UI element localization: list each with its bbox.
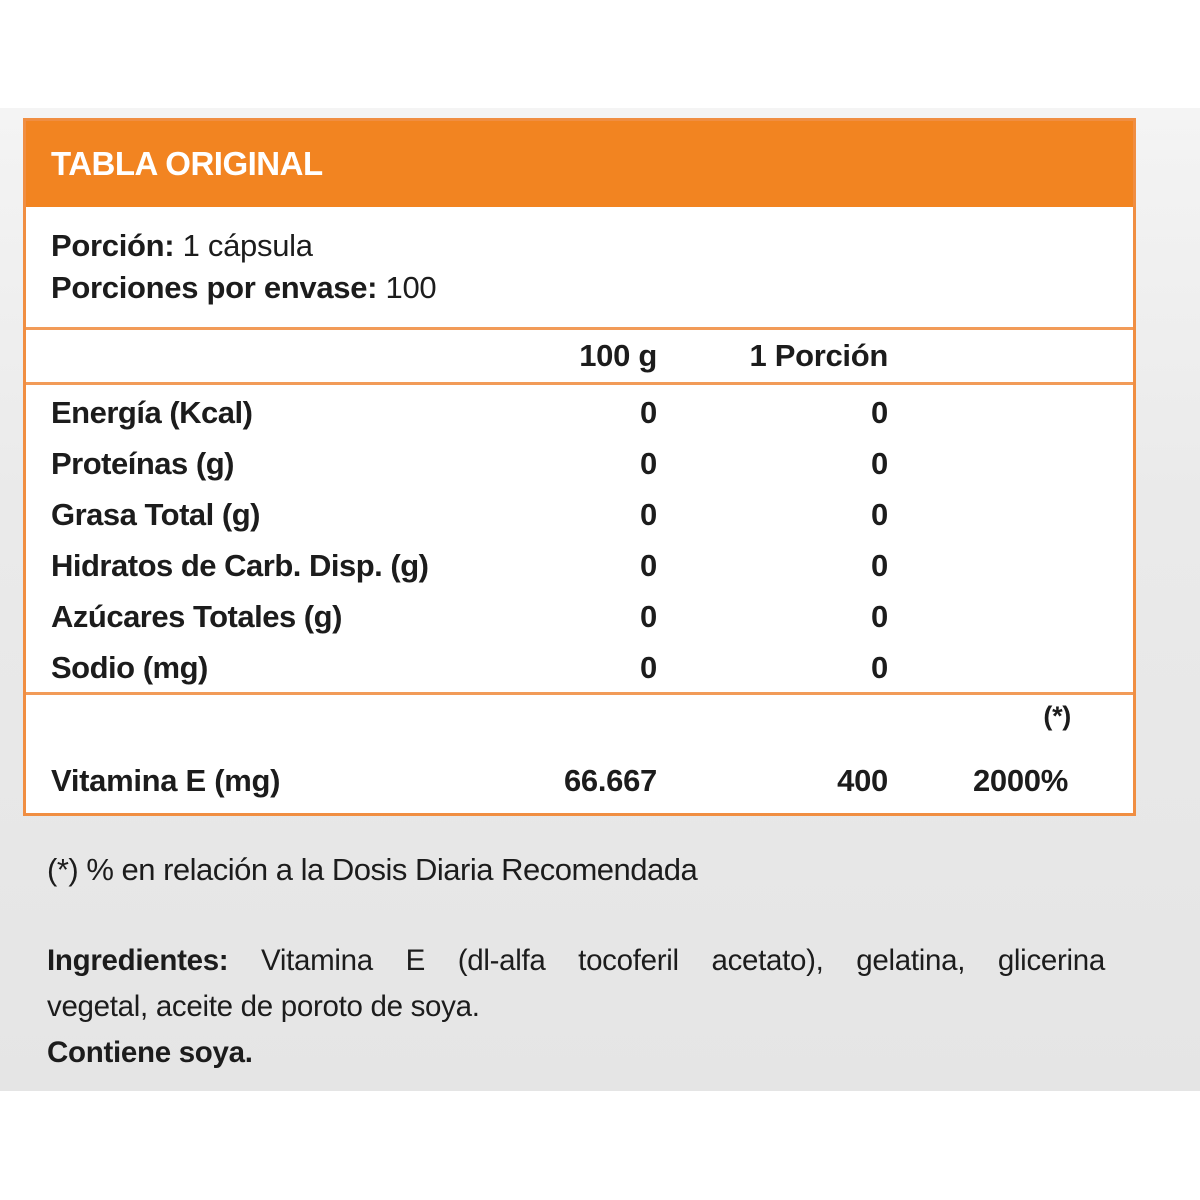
vitamin-section xyxy=(26,692,1133,813)
table-title-bar xyxy=(26,121,1133,207)
value-per-100g: 0 xyxy=(640,598,657,634)
portion-value: 1 cápsula xyxy=(182,228,313,263)
table-row xyxy=(26,387,1133,438)
nutrient-label: Azúcares Totales (g) xyxy=(51,598,342,634)
allergen-statement: Contiene soya. xyxy=(47,1036,253,1069)
value-per-serving: 0 xyxy=(871,496,888,532)
value-per-100g: 0 xyxy=(640,445,657,481)
ingredients-paragraph xyxy=(47,938,1105,1076)
column-header-per-100g: 100 g xyxy=(579,338,657,373)
servings-label: Porciones por envase: xyxy=(51,270,378,305)
nutrient-label: Sodio (mg) xyxy=(51,649,208,685)
value-per-serving: 0 xyxy=(871,598,888,634)
column-header-row xyxy=(26,327,1133,382)
vitamin-row xyxy=(26,763,1133,813)
ddr-asterisk: (*) xyxy=(1043,701,1071,731)
vitamin-ddr-percent: 2000% xyxy=(972,763,1068,798)
ingredients-line2: vegetal, aceite de poroto de soya. xyxy=(47,990,480,1023)
value-per-serving: 0 xyxy=(871,394,888,430)
vitamin-label: Vitamina E (mg) xyxy=(51,763,281,798)
table-row xyxy=(26,489,1133,540)
value-per-100g: 0 xyxy=(640,394,657,430)
nutrient-rows xyxy=(26,382,1133,692)
footnote-text: (*) % en relación a la Dosis Diaria Recomendada xyxy=(47,852,698,887)
value-per-100g: 0 xyxy=(640,496,657,532)
portion-label: Porción: xyxy=(51,228,175,263)
column-header-per-serving: 1 Porción xyxy=(749,338,888,373)
value-per-100g: 0 xyxy=(640,547,657,583)
servings-line xyxy=(51,267,1133,309)
value-per-serving: 0 xyxy=(871,445,888,481)
value-per-serving: 0 xyxy=(871,649,888,685)
table-title: TABLA ORIGINAL xyxy=(51,145,323,182)
table-row xyxy=(26,642,1133,693)
value-per-serving: 0 xyxy=(871,547,888,583)
nutrition-table xyxy=(23,118,1136,816)
ingredients-label: Ingredientes: xyxy=(47,944,229,977)
serving-info-section xyxy=(26,207,1133,327)
portion-line xyxy=(51,225,1133,267)
table-row xyxy=(26,540,1133,591)
ingredients-line1 xyxy=(47,938,1105,984)
ingredients-line1-text: Vitamina E (dl-alfa tocoferil acetato), gelatina, glicerina xyxy=(261,944,1105,977)
value-per-100g: 0 xyxy=(640,649,657,685)
table-row xyxy=(26,591,1133,642)
nutrient-label: Hidratos de Carb. Disp. (g) xyxy=(51,547,429,583)
nutrient-label: Energía (Kcal) xyxy=(51,394,253,430)
nutrient-label: Proteínas (g) xyxy=(51,445,234,481)
nutrient-label: Grasa Total (g) xyxy=(51,496,260,532)
table-row xyxy=(26,438,1133,489)
vitamin-per-100g: 66.667 xyxy=(563,763,657,798)
servings-value: 100 xyxy=(385,270,437,305)
gray-panel xyxy=(0,108,1200,1091)
vitamin-per-serving: 400 xyxy=(837,763,888,798)
